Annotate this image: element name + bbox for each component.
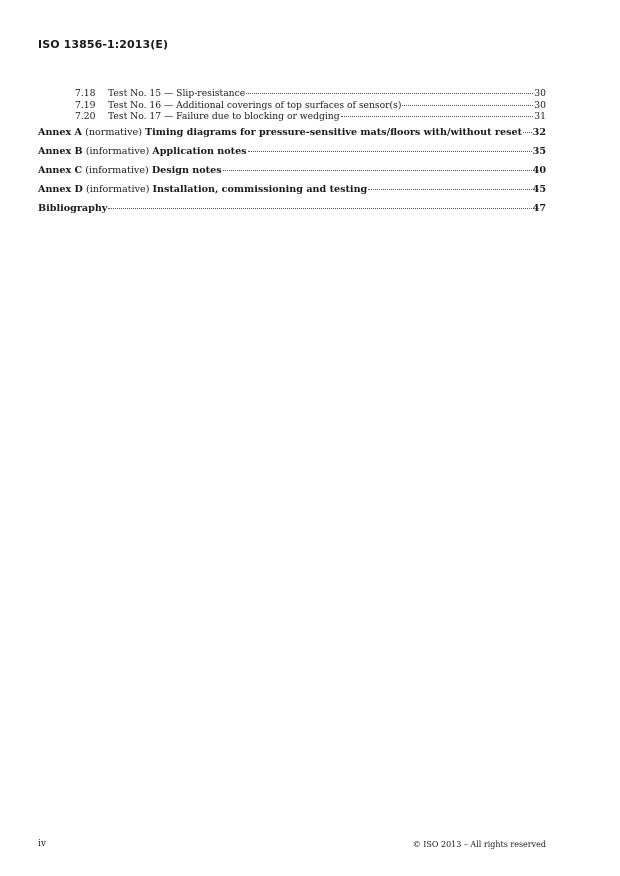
annex-kind: (informative): [85, 145, 150, 157]
toc-entry-title: Test No. 15 — Slip-resistance: [108, 88, 246, 99]
toc-dot-leader: [523, 132, 532, 133]
toc-entry-page: 45: [532, 183, 546, 195]
toc-entry-page: 35: [532, 145, 546, 157]
toc-dot-leader: [368, 189, 531, 190]
toc-entry-title: Test No. 16 — Additional coverings of top surfaces of sensor(s): [108, 99, 402, 111]
toc-entry-bibliography[interactable]: [38, 199, 546, 218]
toc-entry-7-19[interactable]: [38, 100, 546, 112]
toc-dot-leader: [108, 208, 531, 209]
toc-entry-page: 30: [534, 99, 546, 111]
toc-dot-leader: [341, 116, 534, 117]
toc-dot-leader: [246, 93, 533, 94]
toc-entry-annex-a[interactable]: [38, 123, 546, 142]
toc-entry-page: 32: [532, 126, 546, 138]
annex-title: Design notes: [151, 164, 222, 176]
footer-page-number: iv: [38, 839, 46, 849]
toc-entry-page: 40: [532, 164, 546, 176]
toc-entry-7-18[interactable]: [38, 88, 546, 100]
annex-kind: (informative): [85, 183, 150, 195]
annex-title: Application notes: [152, 145, 247, 157]
toc-entry-title: Test No. 17 — Failure due to blocking or wedging: [108, 111, 340, 123]
annex-kind: (informative): [85, 164, 149, 176]
table-of-contents: [38, 88, 546, 218]
toc-entry-number: 7.19: [75, 99, 96, 111]
document-header: ISO 13856-1:2013(E): [38, 38, 169, 51]
annex-label: Annex A: [38, 126, 83, 138]
annex-kind: (normative): [85, 126, 142, 138]
toc-dot-leader: [402, 105, 533, 106]
toc-dot-leader: [223, 170, 532, 171]
annex-label: Annex C: [38, 164, 83, 176]
toc-entry-number: 7.18: [75, 88, 96, 99]
toc-entry-7-20[interactable]: [38, 111, 546, 123]
toc-entry-page: 47: [532, 202, 546, 214]
toc-entry-annex-b[interactable]: [38, 142, 546, 161]
toc-entry-number: 7.20: [75, 111, 96, 123]
annex-label: Annex B: [38, 145, 83, 157]
toc-entry-annex-d[interactable]: [38, 180, 546, 199]
footer-copyright: © ISO 2013 – All rights reserved: [412, 840, 546, 849]
annex-title: Installation, commissioning and testing: [152, 183, 368, 195]
annex-title: Timing diagrams for pressure-sensitive mats/floors with/without reset: [145, 126, 523, 138]
toc-entry-page: 31: [534, 111, 546, 123]
toc-dot-leader: [248, 151, 532, 152]
toc-entry-page: 30: [534, 88, 546, 99]
toc-entry-annex-c[interactable]: [38, 161, 546, 180]
bibliography-title: Bibliography: [38, 202, 108, 214]
annex-label: Annex D: [38, 183, 83, 195]
